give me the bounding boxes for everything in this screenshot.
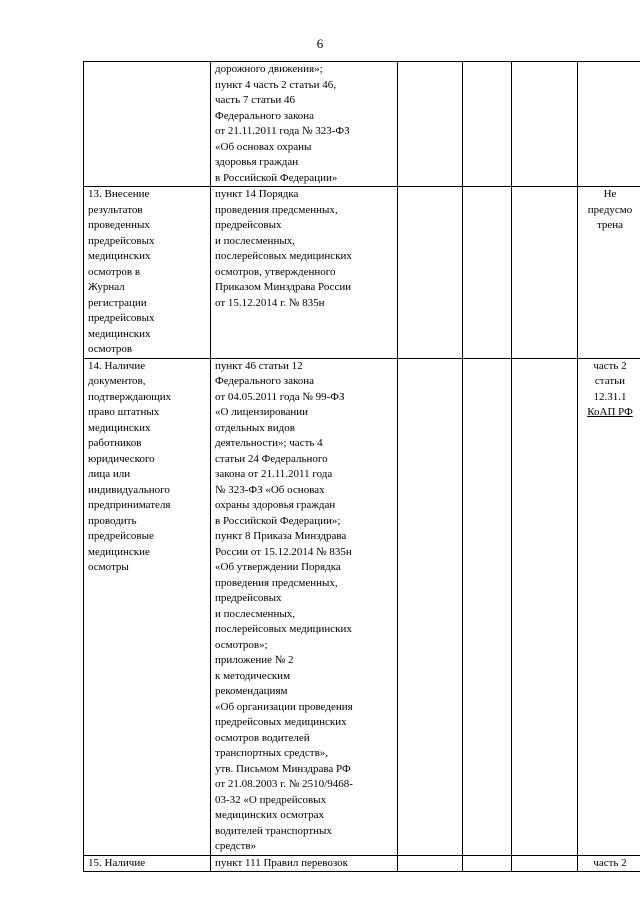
- legal-basis-line: средств»: [215, 840, 257, 852]
- legal-basis-line: предрейсовых: [215, 219, 282, 231]
- legal-basis-line: «О лицензировании: [215, 406, 309, 418]
- sanction-line: предусмо: [587, 203, 633, 216]
- legal-basis-cell: [211, 855, 398, 872]
- requirement-line: проведенных: [88, 219, 150, 231]
- requirement-line: предпринимателя: [88, 499, 171, 511]
- requirement-line: осмотров в: [88, 265, 141, 278]
- legal-basis-line: рекомендациям: [215, 685, 288, 697]
- sanction-line: статьи: [594, 375, 626, 387]
- legal-basis-line: пункт 46 статьи 12: [215, 359, 303, 372]
- legal-basis-line: охраны здоровья граждан: [215, 499, 336, 511]
- empty-cell: [398, 855, 463, 872]
- requirement-line: 14. Наличие: [88, 359, 146, 372]
- legal-basis-line: Федерального закона: [215, 109, 315, 122]
- legal-basis-line: «Об основах охраны: [215, 140, 312, 153]
- sanction-line: 12.31.1: [593, 390, 627, 403]
- legal-basis-line: пункт 111 Правил перевозок: [215, 856, 349, 869]
- legal-basis-line: утв. Письмом Минздрава РФ: [215, 762, 351, 775]
- legal-basis-line: предрейсовых медицинских: [215, 716, 347, 728]
- requirement-line: 13. Внесение: [88, 188, 150, 200]
- legal-basis-line: осмотров, утвержденного: [215, 265, 336, 278]
- requirement-line: предрейсовые: [88, 530, 154, 542]
- empty-cell: [512, 358, 578, 855]
- legal-basis-line: медицинских осмотрах: [215, 809, 325, 821]
- sanction-line: часть 2: [593, 856, 627, 869]
- sanction-line: часть 2: [593, 359, 627, 372]
- requirement-line: регистрации: [88, 296, 147, 309]
- legal-basis-line: от 21.11.2011 года № 323-ФЗ: [215, 125, 350, 137]
- legal-basis-line: пункт 4 часть 2 статьи 46,: [215, 78, 337, 91]
- empty-cell: [463, 62, 512, 187]
- requirement-line: осмотры: [88, 561, 129, 573]
- requirement-line: медицинских: [88, 421, 151, 434]
- requirement-line: осмотров: [88, 343, 133, 355]
- sanction-cell: [578, 358, 640, 855]
- legal-basis-line: приложение № 2: [215, 654, 294, 666]
- requirement-line: предрейсовых: [88, 234, 155, 247]
- legal-basis-line: к методическим: [215, 669, 291, 682]
- empty-cell: [463, 855, 512, 872]
- requirement-cell: [84, 358, 211, 855]
- requirement-cell: [84, 187, 211, 359]
- koap-link[interactable]: КоАП РФ: [587, 406, 633, 418]
- legal-basis-line: № 323-ФЗ «Об основах: [215, 483, 325, 496]
- legal-basis-line: закона от 21.11.2011 года: [215, 468, 333, 480]
- legal-basis-cell: [211, 62, 398, 187]
- requirement-line: проводить: [88, 514, 137, 527]
- empty-cell: [398, 62, 463, 187]
- requirement-line: работников: [88, 437, 142, 449]
- sanction-cell: [578, 855, 640, 872]
- legal-basis-line: от 15.12.2014 г. № 835н: [215, 296, 325, 309]
- requirement-line: Журнал: [88, 281, 125, 293]
- requirements-table: [83, 61, 640, 872]
- legal-basis-line: в Российской Федерации»: [215, 171, 338, 184]
- requirement-line: медицинских: [88, 327, 151, 340]
- legal-basis-line: послерейсовых медицинских: [215, 250, 352, 262]
- empty-cell: [512, 187, 578, 359]
- legal-basis-line: статьи 24 Федерального: [215, 452, 328, 465]
- legal-basis-cell: [211, 358, 398, 855]
- legal-basis-line: от 21.08.2003 г. № 2510/9468-: [215, 778, 353, 790]
- sanction-cell: [578, 187, 640, 359]
- requirement-line: результатов: [88, 203, 143, 216]
- table-row: [84, 358, 640, 855]
- legal-basis-line: 03-32 «О предрейсовых: [215, 793, 327, 806]
- legal-basis-line: в Российской Федерации»;: [215, 514, 341, 527]
- table-row: [84, 187, 640, 359]
- empty-cell: [463, 187, 512, 359]
- legal-basis-line: и послесменных,: [215, 607, 295, 620]
- legal-basis-line: здоровья граждан: [215, 156, 299, 168]
- legal-basis-line: пункт 8 Приказа Минздрава: [215, 530, 347, 542]
- legal-basis-line: транспортных средств»,: [215, 747, 329, 759]
- empty-cell: [398, 358, 463, 855]
- legal-basis-line: деятельности»; часть 4: [215, 437, 323, 449]
- legal-basis-line: проведения предсменных,: [215, 576, 338, 589]
- legal-basis-line: пункт 14 Порядка: [215, 188, 299, 200]
- sanction-line: трена: [596, 219, 624, 231]
- requirement-line: медицинских: [88, 250, 151, 262]
- requirement-line: документов,: [88, 375, 146, 387]
- legal-basis-line: осмотров»;: [215, 638, 268, 651]
- legal-basis-line: «Об организации проведения: [215, 700, 353, 713]
- legal-basis-line: часть 7 статьи 46: [215, 94, 296, 106]
- legal-basis-line: отдельных видов: [215, 421, 295, 434]
- requirement-line: индивидуального: [88, 483, 170, 496]
- legal-basis-line: проведения предсменных,: [215, 203, 338, 216]
- requirement-line: подтверждающих: [88, 390, 172, 403]
- requirement-line: медицинские: [88, 545, 150, 558]
- legal-basis-line: предрейсовых: [215, 592, 282, 604]
- empty-cell: [512, 62, 578, 187]
- legal-basis-line: Приказом Минздрава России: [215, 281, 352, 293]
- requirement-line: лица или: [88, 468, 131, 480]
- requirement-line: 15. Наличие: [88, 856, 146, 869]
- sanction-cell: [578, 62, 640, 187]
- requirement-cell: [84, 855, 211, 872]
- legal-basis-line: осмотров водителей: [215, 731, 310, 744]
- legal-basis-line: от 04.05.2011 года № 99-ФЗ: [215, 390, 345, 403]
- table-row: [84, 62, 640, 187]
- legal-basis-line: водителей транспортных: [215, 824, 332, 837]
- legal-basis-line: и послесменных,: [215, 234, 295, 247]
- requirement-line: юридического: [88, 452, 155, 465]
- empty-cell: [463, 358, 512, 855]
- requirement-line: право штатных: [88, 406, 160, 418]
- legal-basis-line: послерейсовых медицинских: [215, 623, 352, 635]
- page-number: 6: [316, 36, 324, 51]
- empty-cell: [512, 855, 578, 872]
- requirement-line: предрейсовых: [88, 312, 155, 324]
- sanction-line: Не: [603, 188, 617, 200]
- legal-basis-line: России от 15.12.2014 № 835н: [215, 545, 352, 558]
- requirement-cell: [84, 62, 211, 187]
- table-row: [84, 855, 640, 872]
- empty-cell: [398, 187, 463, 359]
- legal-basis-line: Федерального закона: [215, 375, 315, 387]
- legal-basis-cell: [211, 187, 398, 359]
- legal-basis-line: «Об утверждении Порядка: [215, 561, 341, 573]
- legal-basis-line: дорожного движения»;: [215, 63, 323, 75]
